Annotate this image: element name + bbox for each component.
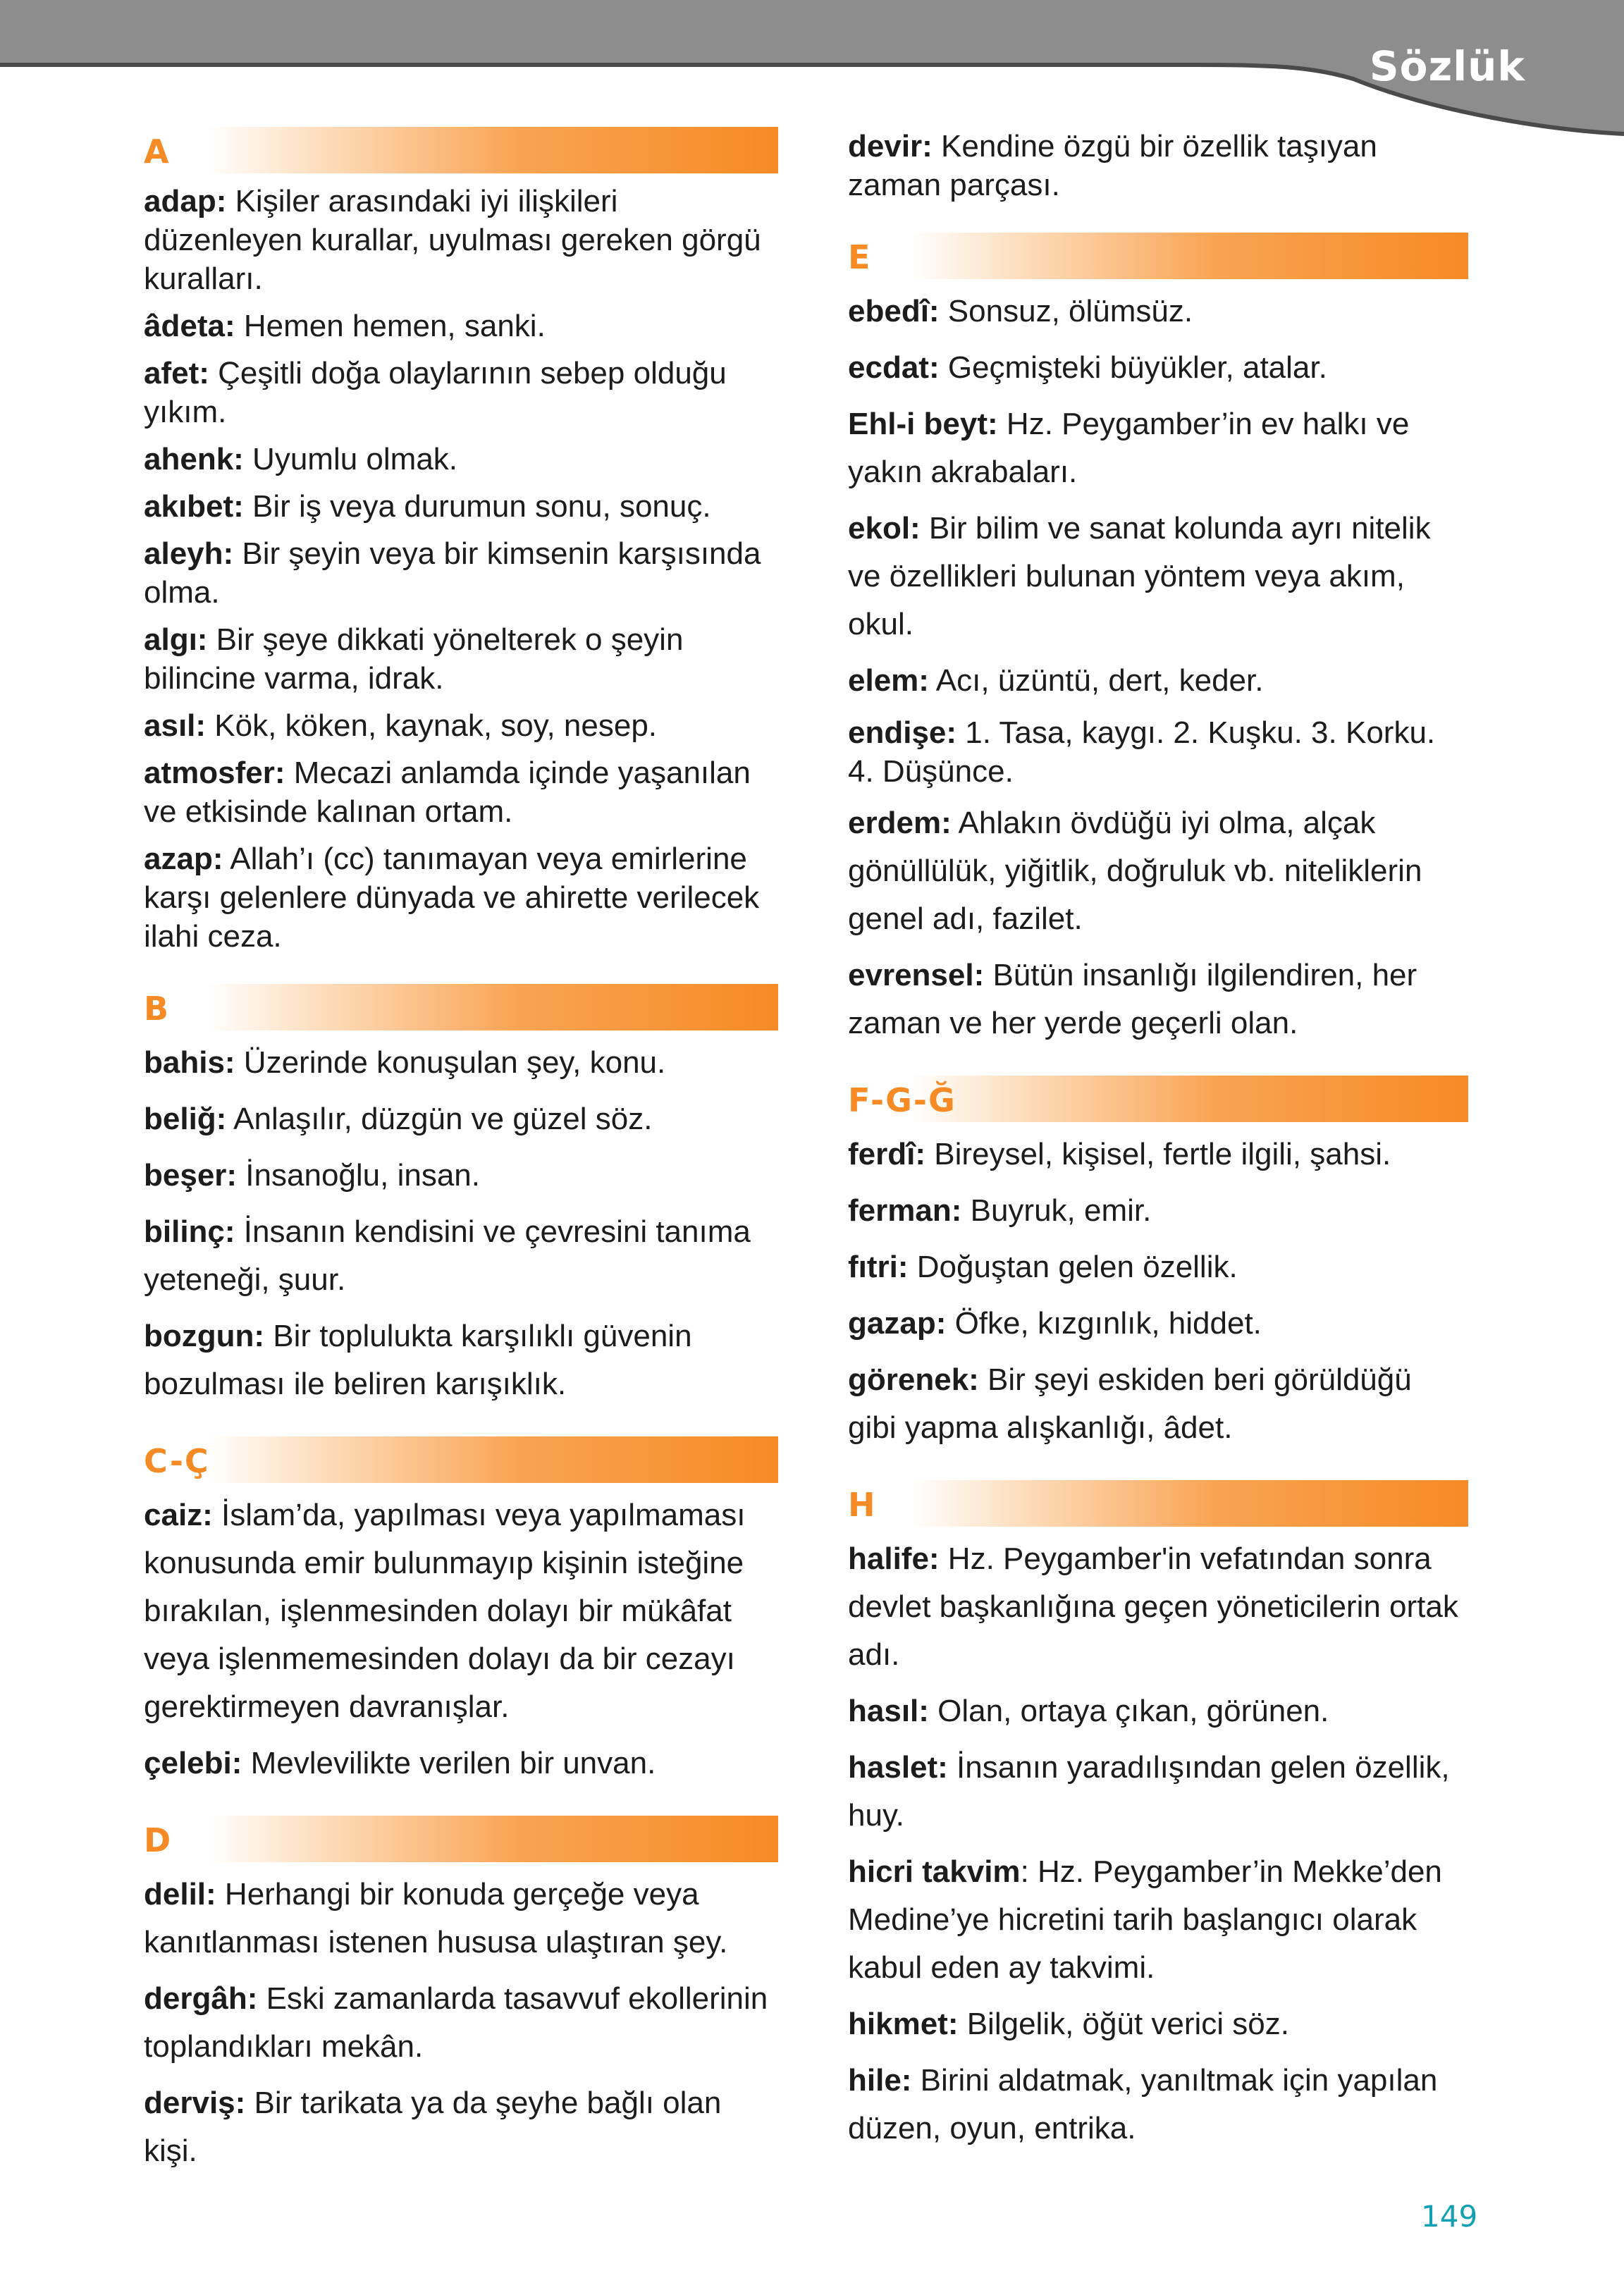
section-letter: A (144, 133, 171, 171)
entry-term: ebedî: (848, 294, 940, 328)
glossary-entry (144, 839, 778, 956)
entry-term: endişe: (848, 715, 957, 750)
entry-definition: İnsanın yaradılışından gelen özellik, huy. (848, 1750, 1450, 1833)
entry-definition: Kök, köken, kaynak, soy, nesep. (206, 708, 658, 743)
glossary-entry (144, 1152, 778, 1200)
entry-term: bilinç: (144, 1214, 235, 1249)
section-gradient-bar (207, 127, 778, 173)
section-header (848, 1076, 1468, 1122)
entry-definition: Acı, üzüntü, dert, keder. (928, 663, 1264, 698)
entry-term: adap: (144, 184, 227, 218)
section-header (848, 233, 1468, 279)
right-column (848, 127, 1468, 2161)
glossary-entry (144, 1975, 778, 2071)
entry-definition: Allah’ı (cc) tanımayan veya emirlerine karşı gelenlere dünyada ve ahirette verilecek ilahi ceza. (144, 842, 760, 954)
section-gradient-bar (207, 1436, 778, 1483)
entry-definition: Eski zamanlarda tasavvuf ekollerinin toplandıkları mekân. (144, 1981, 768, 2064)
entry-term: hile: (848, 2063, 912, 2098)
entry-term: hikmet: (848, 2007, 959, 2041)
entry-definition: Bir şeyin veya bir kimsenin karşısında olma. (144, 536, 761, 610)
glossary-entry (848, 657, 1468, 705)
page-title: Sözlük (1369, 42, 1525, 90)
entry-term: ferdî: (848, 1137, 925, 1171)
entry-term: ecdat: (848, 350, 940, 385)
entry-term: devir: (848, 129, 933, 164)
glossary-entry (144, 1039, 778, 1087)
section-letter: B (144, 990, 171, 1028)
glossary-entry (144, 1312, 778, 1408)
section-letter: F-G-Ğ (848, 1081, 956, 1119)
entry-term: beşer: (144, 1158, 238, 1193)
entry-definition: Olan, ortaya çıkan, görünen. (928, 1694, 1329, 1728)
glossary-entry (144, 753, 778, 831)
entry-term: ekol: (848, 511, 921, 546)
entry-definition: Öfke, kızgınlık, hiddet. (946, 1306, 1262, 1341)
section (144, 1816, 778, 2175)
glossary-entry (848, 2057, 1468, 2153)
entry-definition: Uyumlu olmak. (243, 442, 458, 476)
section-header (848, 1480, 1468, 1527)
entry-definition: : Hz. Peygamber’in Mekke’den Medine’ye hicretini tarih başlangıcı olarak kabul eden ay takvimi. (848, 1854, 1442, 1985)
glossary-entry (144, 1095, 778, 1143)
glossary-entry (848, 1187, 1468, 1235)
entry-definition: Herhangi bir konuda gerçeğe veya kanıtlanması istenen hususa ulaştıran şey. (144, 1877, 728, 1959)
entry-definition: Üzerinde konuşulan şey, konu. (235, 1045, 666, 1080)
entry-definition: Sonsuz, ölümsüz. (939, 294, 1193, 328)
section (848, 1076, 1468, 1452)
entry-term: caiz: (144, 1498, 213, 1532)
glossary-entry (144, 1491, 778, 1731)
entry-term: görenek: (848, 1362, 979, 1397)
entry-term: ferman: (848, 1193, 962, 1228)
entry-term: delil: (144, 1877, 216, 1912)
entry-term: gazap: (848, 1306, 947, 1341)
entry-definition: Mevlevilikte verilen bir unvan. (242, 1746, 656, 1780)
entry-term: âdeta: (144, 309, 235, 343)
glossary-entry (144, 1740, 778, 1787)
section-gradient-bar (207, 1816, 778, 1862)
section (144, 127, 778, 956)
entry-definition: Bütün insanlığı ilgilendiren, her zaman ve her yerde geçerli olan. (848, 958, 1417, 1040)
left-column (144, 127, 778, 2184)
section-letter: H (848, 1486, 877, 1524)
section (848, 1480, 1468, 2153)
section (144, 1436, 778, 1787)
entry-term: akıbet: (144, 489, 244, 524)
entry-definition: Kişiler arasındaki iyi ilişkileri düzenleyen kurallar, uyulması gereken görgü kuralları. (144, 184, 761, 296)
glossary-entry (144, 307, 778, 345)
section-gradient-bar (911, 233, 1468, 279)
entry-definition: Geçmişteki büyükler, atalar. (939, 350, 1327, 385)
entry-term: evrensel: (848, 958, 985, 992)
glossary-entry (144, 2079, 778, 2175)
section-gradient-bar (207, 984, 778, 1030)
section-gradient-bar (911, 1480, 1468, 1527)
entry-term: halife: (848, 1541, 940, 1576)
page-number: 149 (1421, 2199, 1478, 2234)
glossary-entry (848, 127, 1468, 204)
section-header (144, 1436, 778, 1483)
entry-term: aleyh: (144, 536, 234, 571)
entry-definition: Hemen hemen, sanki. (235, 309, 546, 343)
glossary-entry (848, 400, 1468, 496)
entry-term: atmosfer: (144, 756, 285, 790)
entry-term: çelebi: (144, 1746, 242, 1780)
entry-definition: Hz. Peygamber'in vefatından sonra devlet başkanlığına geçen yöneticilerin ortak adı. (848, 1541, 1458, 1672)
entry-definition: Bireysel, kişisel, fertle ilgili, şahsi. (925, 1137, 1391, 1171)
glossary-entry (144, 440, 778, 479)
glossary-entry (848, 1744, 1468, 1840)
glossary-entry (848, 1131, 1468, 1178)
entry-definition: Anlaşılır, düzgün ve güzel söz. (226, 1102, 653, 1136)
glossary-entry (848, 1243, 1468, 1291)
entry-definition: İnsanın kendisini ve çevresini tanıma yeteneği, şuur. (144, 1214, 751, 1297)
entry-term: bozgun: (144, 1319, 265, 1353)
entry-term: derviş: (144, 2086, 246, 2120)
entry-definition: Bir toplulukta karşılıklı güvenin bozulması ile beliren karışıklık. (144, 1319, 692, 1401)
section-letter: C-Ç (144, 1442, 210, 1480)
entry-term: asıl: (144, 708, 207, 743)
entry-definition: Birini aldatmak, yanıltmak için yapılan düzen, oyun, entrika. (848, 2063, 1438, 2146)
entry-term: haslet: (848, 1750, 948, 1785)
glossary-entry (144, 1871, 778, 1966)
entry-definition: Çeşitli doğa olaylarının sebep olduğu yıkım. (144, 356, 727, 429)
section-header (144, 127, 778, 173)
entry-term: hicri takvim (848, 1854, 1021, 1889)
entry-definition: Bir şeyi eskiden beri görüldüğü gibi yapma alışkanlığı, âdet. (848, 1362, 1412, 1445)
glossary-entry (848, 344, 1468, 392)
entry-term: fıtri: (848, 1250, 909, 1284)
glossary-entry (848, 288, 1468, 336)
entry-term: algı: (144, 622, 208, 657)
section-letter: D (144, 1821, 173, 1859)
entry-definition: Doğuştan gelen özellik. (908, 1250, 1238, 1284)
glossary-entry (848, 1848, 1468, 1992)
entry-definition: İnsanoğlu, insan. (237, 1158, 480, 1193)
entry-definition: İslam’da, yapılması veya yapılmaması konusunda emir bulunmayıp kişinin isteğine bırakılan, işlenmesinden dolayı bir mükâfat veya işlenmemesinden dolayı da bir cezayı gerektirmeyen davranışlar. (144, 1498, 746, 1724)
glossary-entry (144, 620, 778, 698)
entry-definition: Bir iş veya durumun sonu, sonuç. (243, 489, 711, 524)
glossary-entry (848, 1300, 1468, 1348)
glossary-entry (848, 713, 1468, 791)
glossary-entry (144, 706, 778, 745)
section (848, 233, 1468, 1047)
glossary-entry (848, 799, 1468, 943)
glossary-entry (144, 354, 778, 431)
entry-term: dergâh: (144, 1981, 258, 2016)
section (848, 127, 1468, 204)
glossary-entry (848, 2000, 1468, 2048)
entry-term: afet: (144, 356, 209, 390)
entry-definition: Hz. Peygamber’in ev halkı ve yakın akrabaları. (848, 407, 1410, 489)
glossary-entry (144, 487, 778, 526)
section-letter: E (848, 238, 872, 276)
glossary-entry (144, 534, 778, 612)
glossary-entry (848, 505, 1468, 648)
entry-definition: Ahlakın övdüğü iyi olma, alçak gönüllülük, yiğitlik, doğruluk vb. niteliklerin genel adı, fazilet. (848, 806, 1422, 936)
glossary-entry (144, 1208, 778, 1304)
entry-term: elem: (848, 663, 929, 698)
section-gradient-bar (911, 1076, 1468, 1122)
entry-definition: Buyruk, emir. (961, 1193, 1152, 1228)
section-header (144, 984, 778, 1030)
section-header (144, 1816, 778, 1862)
entry-term: Ehl-i beyt: (848, 407, 998, 441)
entry-term: erdem: (848, 806, 952, 840)
section (144, 984, 778, 1408)
entry-definition: Mecazi anlamda içinde yaşanılan ve etkisinde kalınan ortam. (144, 756, 751, 829)
entry-term: hasıl: (848, 1694, 929, 1728)
glossary-entry (848, 1356, 1468, 1452)
glossary-entry (848, 952, 1468, 1047)
glossary-entry (144, 182, 778, 298)
glossary-entry (848, 1535, 1468, 1679)
entry-term: bahis: (144, 1045, 235, 1080)
entry-term: beliğ: (144, 1102, 227, 1136)
entry-definition: Bir bilim ve sanat kolunda ayrı nitelik ve özellikleri bulunan yöntem veya akım, okul. (848, 511, 1431, 641)
entry-definition: Bilgelik, öğüt verici söz. (958, 2007, 1290, 2041)
entry-term: ahenk: (144, 442, 244, 476)
entry-definition: 1. Tasa, kaygı. 2. Kuşku. 3. Korku. 4. Düşünce. (848, 715, 1436, 789)
entry-definition: Bir şeye dikkati yönelterek o şeyin bilincine varma, idrak. (144, 622, 684, 696)
entry-definition: Bir tarikata ya da şeyhe bağlı olan kişi. (144, 2086, 722, 2168)
glossary-entry (848, 1687, 1468, 1735)
entry-definition: Kendine özgü bir özellik taşıyan zaman parçası. (848, 129, 1377, 202)
entry-term: azap: (144, 842, 223, 876)
